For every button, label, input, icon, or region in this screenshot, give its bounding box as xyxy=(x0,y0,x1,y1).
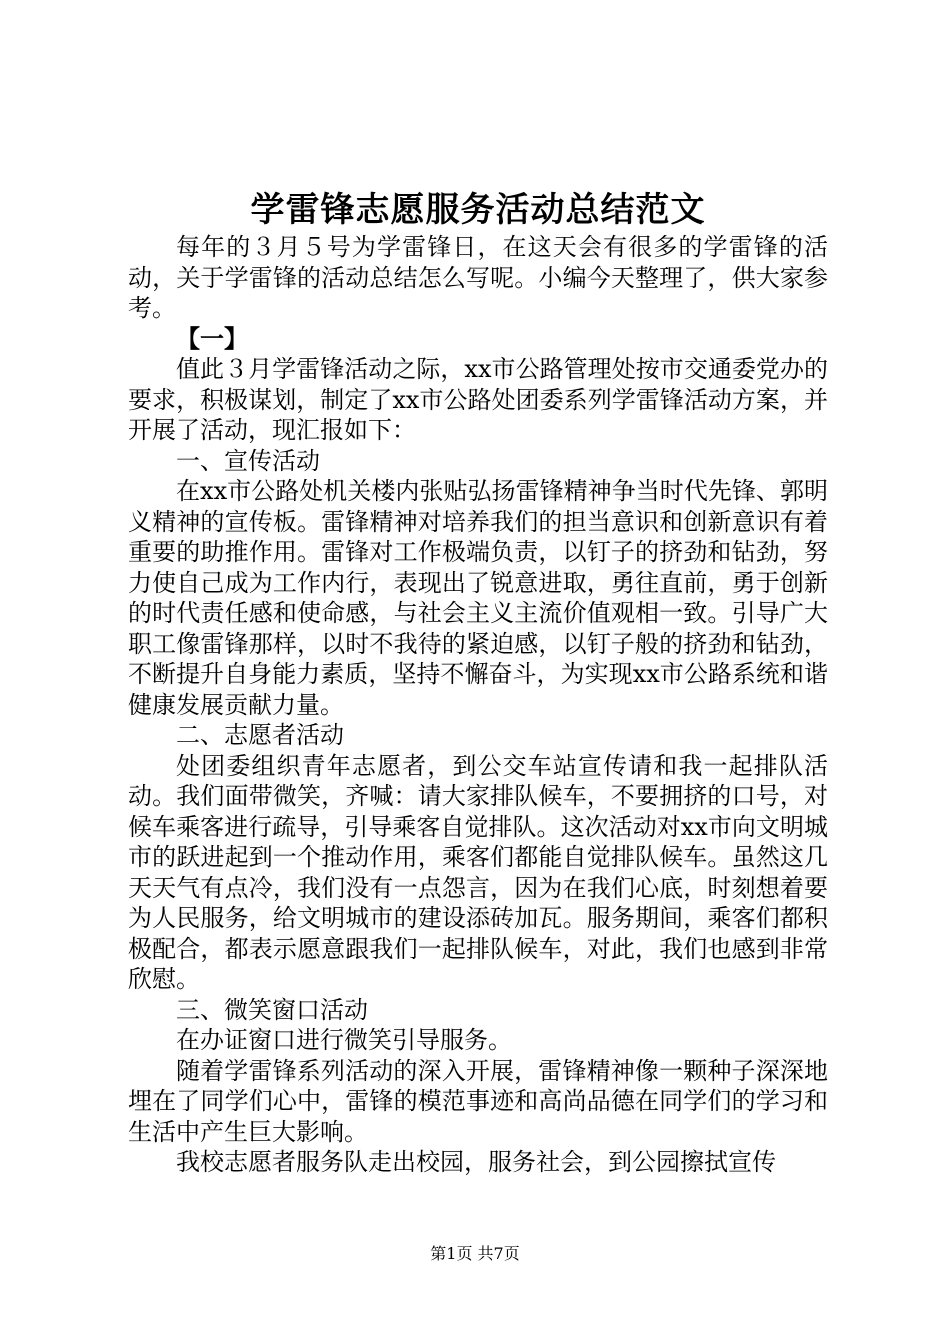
document-title: 学雷锋志愿服务活动总结范文 xyxy=(250,190,706,230)
document-page xyxy=(128,190,828,1178)
heading-volunteer: 二、志愿者活动 xyxy=(176,721,344,749)
heading-publicity: 一、宣传活动 xyxy=(176,446,320,475)
heading-smile-window: 三、微笑窗口活动 xyxy=(176,995,368,1024)
paragraph-4: 在办证窗口进行微笑引导服务。 xyxy=(176,1026,512,1054)
paragraph-6: 我校志愿者服务队走出校园，服务社会，到公园擦拭宣传 xyxy=(176,1148,776,1176)
paragraph-3: 处团委组织青年志愿者，到公交车站宣传请和我一起排队活动。我们面带微笑，齐喊：请大家排队候车，不要拥挤的口号，对候车乘客进行疏导，引导乘客自觉排队。这次活动对xx市向文明城市的跃进起到一个推动作用，乘客们都能自觉排队候车。虽然这几天天气有点冷，我们没有一点怨言，因为在我们心底，时刻想着要为人民服务，给文明城市的建设添砖加瓦。服务期间，乘客们都积极配合，都表示愿意跟我们一起排队候车，对此，我们也感到非常欣慰。 xyxy=(128,751,828,993)
intro-paragraph: 每年的３月５号为学雷锋日，在这天会有很多的学雷锋的活动，关于学雷锋的活动总结怎么写呢。小编今天整理了，供大家参考。 xyxy=(128,233,828,322)
paragraph-1: 值此３月学雷锋活动之际，xx市公路管理处按市交通委党办的要求，积极谋划，制定了xx市公路处团委系列学雷锋活动方案，并开展了活动，现汇报如下： xyxy=(128,355,828,444)
paragraph-2: 在xx市公路处机关楼内张贴弘扬雷锋精神争当时代先锋、郭明义精神的宣传板。雷锋精神对培养我们的担当意识和创新意识有着重要的助推作用。雷锋对工作极端负责，以钉子的挤劲和钻劲，努力使自己成为工作内行，表现出了锐意进取，勇往直前，勇于创新的时代责任感和使命感，与社会主义主流价值观相一致。引导广大职工像雷锋那样，以时不我待的紧迫感，以钉子般的挤劲和钻劲，不断提升自身能力素质，坚持不懈奋斗，为实现xx市公路系统和谐健康发展贡献力量。 xyxy=(128,477,828,719)
page-footer: 第1页 共7页 xyxy=(430,1244,520,1263)
paragraph-5: 随着学雷锋系列活动的深入开展，雷锋精神像一颗种子深深地埋在了同学们心中，雷锋的模范事迹和高尚品德在同学们的学习和生活中产生巨大影响。 xyxy=(128,1056,828,1146)
section-marker: 【一】 xyxy=(176,323,248,353)
